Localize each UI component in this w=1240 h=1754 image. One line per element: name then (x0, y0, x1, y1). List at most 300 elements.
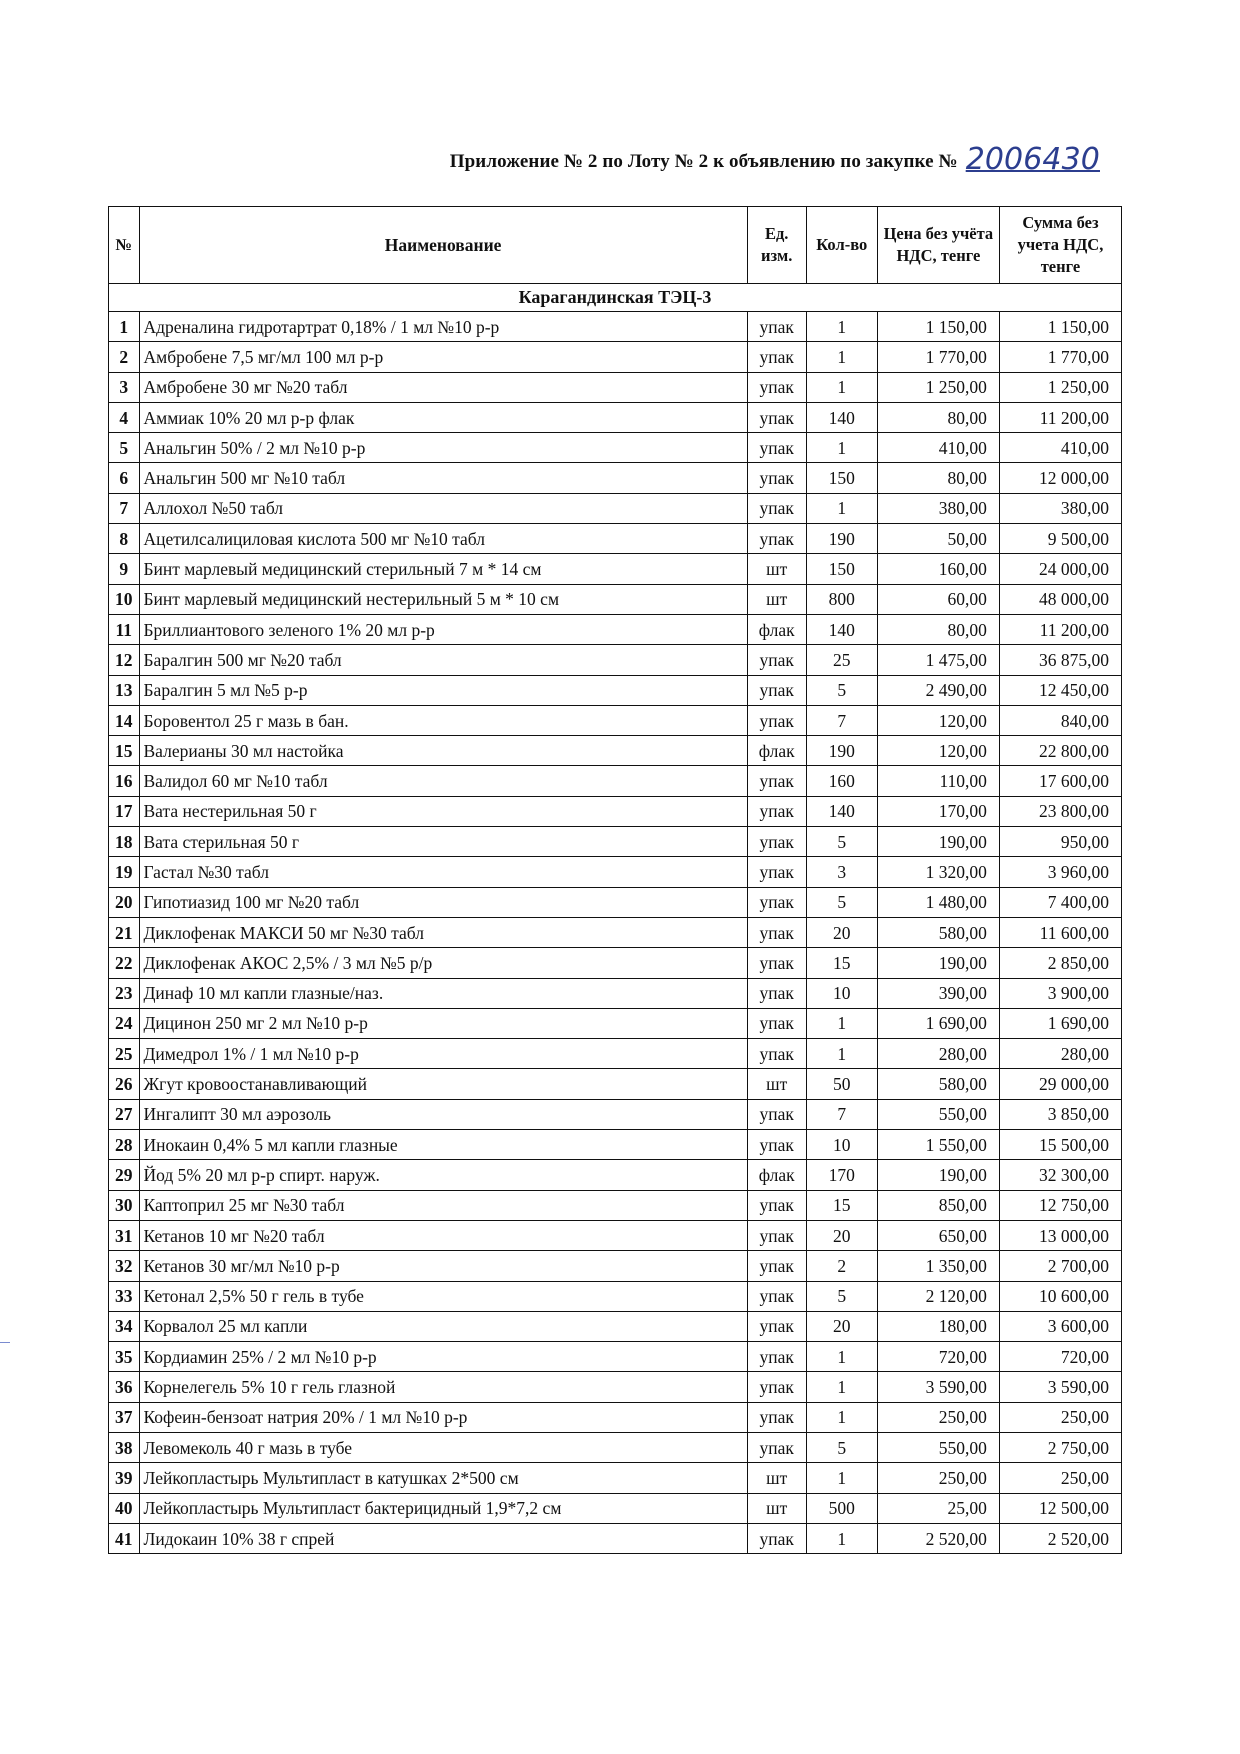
row-number: 17 (109, 796, 140, 826)
row-price: 2 490,00 (877, 675, 999, 705)
row-name: Амбробене 7,5 мг/мл 100 мл р-р (139, 342, 747, 372)
row-sum: 15 500,00 (999, 1130, 1121, 1160)
row-unit: флак (747, 614, 806, 644)
row-price: 650,00 (877, 1220, 999, 1250)
table-row (109, 1402, 1122, 1432)
row-name: Анальгин 50% / 2 мл №10 р-р (139, 433, 747, 463)
row-number: 16 (109, 766, 140, 796)
row-number: 15 (109, 736, 140, 766)
row-number: 1 (109, 312, 140, 342)
row-name: Гипотиазид 100 мг №20 табл (139, 887, 747, 917)
table-row (109, 1523, 1122, 1553)
row-unit: упак (747, 493, 806, 523)
table-row (109, 645, 1122, 675)
row-unit: флак (747, 736, 806, 766)
row-price: 180,00 (877, 1311, 999, 1341)
row-price: 25,00 (877, 1493, 999, 1523)
header-price: Цена без учёта НДС, тенге (877, 207, 999, 284)
row-name: Кетанов 30 мг/мл №10 р-р (139, 1251, 747, 1281)
row-number: 3 (109, 372, 140, 402)
row-price: 120,00 (877, 736, 999, 766)
row-price: 80,00 (877, 614, 999, 644)
row-price: 580,00 (877, 917, 999, 947)
table-row (109, 1220, 1122, 1250)
header-unit: Ед. изм. (747, 207, 806, 284)
row-sum: 280,00 (999, 1039, 1121, 1069)
row-price: 410,00 (877, 433, 999, 463)
row-qty: 190 (806, 524, 877, 554)
table-row (109, 614, 1122, 644)
row-qty: 140 (806, 796, 877, 826)
row-number: 40 (109, 1493, 140, 1523)
row-unit: упак (747, 1251, 806, 1281)
row-unit: упак (747, 917, 806, 947)
table-row (109, 1190, 1122, 1220)
row-sum: 12 000,00 (999, 463, 1121, 493)
row-unit: упак (747, 1220, 806, 1250)
row-unit: упак (747, 372, 806, 402)
row-number: 39 (109, 1463, 140, 1493)
row-sum: 17 600,00 (999, 766, 1121, 796)
row-sum: 11 200,00 (999, 614, 1121, 644)
table-row (109, 1493, 1122, 1523)
row-price: 550,00 (877, 1099, 999, 1129)
row-qty: 1 (806, 342, 877, 372)
table-row (109, 342, 1122, 372)
table-row (109, 372, 1122, 402)
row-name: Йод 5% 20 мл р-р спирт. наруж. (139, 1160, 747, 1190)
row-name: Адреналина гидротартрат 0,18% / 1 мл №10 р-р (139, 312, 747, 342)
row-sum: 22 800,00 (999, 736, 1121, 766)
row-qty: 5 (806, 1281, 877, 1311)
row-qty: 800 (806, 584, 877, 614)
row-number: 14 (109, 705, 140, 735)
row-price: 850,00 (877, 1190, 999, 1220)
row-price: 1 550,00 (877, 1130, 999, 1160)
row-unit: упак (747, 978, 806, 1008)
items-table (108, 206, 1122, 1554)
row-qty: 140 (806, 402, 877, 432)
row-price: 280,00 (877, 1039, 999, 1069)
row-number: 20 (109, 887, 140, 917)
row-unit: шт (747, 1069, 806, 1099)
row-number: 10 (109, 584, 140, 614)
row-number: 6 (109, 463, 140, 493)
table-row (109, 857, 1122, 887)
table-row (109, 736, 1122, 766)
row-qty: 20 (806, 917, 877, 947)
row-name: Аллохол №50 табл (139, 493, 747, 523)
row-qty: 170 (806, 1160, 877, 1190)
row-price: 190,00 (877, 948, 999, 978)
row-sum: 13 000,00 (999, 1220, 1121, 1250)
row-number: 33 (109, 1281, 140, 1311)
row-price: 720,00 (877, 1342, 999, 1372)
handwritten-lot-number: 2006430 (965, 142, 1100, 177)
row-qty: 5 (806, 887, 877, 917)
row-sum: 11 600,00 (999, 917, 1121, 947)
table-row (109, 584, 1122, 614)
row-name: Кофеин-бензоат натрия 20% / 1 мл №10 р-р (139, 1402, 747, 1432)
table-row (109, 524, 1122, 554)
row-qty: 1 (806, 1523, 877, 1553)
row-name: Диклофенак МАКСИ 50 мг №30 табл (139, 917, 747, 947)
row-sum: 24 000,00 (999, 554, 1121, 584)
margin-mark (0, 1342, 10, 1343)
row-unit: упак (747, 1008, 806, 1038)
row-sum: 2 750,00 (999, 1432, 1121, 1462)
row-qty: 50 (806, 1069, 877, 1099)
row-sum: 950,00 (999, 827, 1121, 857)
header-num: № (109, 207, 140, 284)
row-name: Валидол 60 мг №10 табл (139, 766, 747, 796)
table-row (109, 1008, 1122, 1038)
row-price: 550,00 (877, 1432, 999, 1462)
row-unit: шт (747, 554, 806, 584)
row-unit: упак (747, 1402, 806, 1432)
row-name: Ингалипт 30 мл аэрозоль (139, 1099, 747, 1129)
row-name: Лейкопластырь Мультипласт бактерицидный 1,9*7,2 см (139, 1493, 747, 1523)
row-price: 50,00 (877, 524, 999, 554)
row-qty: 1 (806, 1402, 877, 1432)
section-title: Карагандинская ТЭЦ-3 (109, 284, 1122, 312)
row-price: 3 590,00 (877, 1372, 999, 1402)
table-header-row (109, 207, 1122, 284)
table-row (109, 827, 1122, 857)
table-row (109, 1251, 1122, 1281)
row-number: 37 (109, 1402, 140, 1432)
row-number: 26 (109, 1069, 140, 1099)
row-qty: 5 (806, 827, 877, 857)
row-price: 1 480,00 (877, 887, 999, 917)
table-row (109, 705, 1122, 735)
row-sum: 23 800,00 (999, 796, 1121, 826)
row-number: 27 (109, 1099, 140, 1129)
row-qty: 10 (806, 978, 877, 1008)
row-number: 34 (109, 1311, 140, 1341)
table-row (109, 1311, 1122, 1341)
row-qty: 140 (806, 614, 877, 644)
row-unit: упак (747, 342, 806, 372)
row-price: 80,00 (877, 463, 999, 493)
row-name: Дицинон 250 мг 2 мл №10 р-р (139, 1008, 747, 1038)
row-unit: упак (747, 1099, 806, 1129)
row-sum: 12 500,00 (999, 1493, 1121, 1523)
row-qty: 150 (806, 554, 877, 584)
table-row (109, 948, 1122, 978)
row-number: 36 (109, 1372, 140, 1402)
row-sum: 1 690,00 (999, 1008, 1121, 1038)
row-price: 1 690,00 (877, 1008, 999, 1038)
row-sum: 32 300,00 (999, 1160, 1121, 1190)
row-sum: 1 150,00 (999, 312, 1121, 342)
row-number: 41 (109, 1523, 140, 1553)
row-number: 19 (109, 857, 140, 887)
table-row (109, 1372, 1122, 1402)
row-number: 5 (109, 433, 140, 463)
row-price: 380,00 (877, 493, 999, 523)
table-row (109, 1281, 1122, 1311)
row-sum: 2 850,00 (999, 948, 1121, 978)
row-sum: 1 250,00 (999, 372, 1121, 402)
row-price: 1 770,00 (877, 342, 999, 372)
table-row (109, 1069, 1122, 1099)
row-name: Анальгин 500 мг №10 табл (139, 463, 747, 493)
row-number: 28 (109, 1130, 140, 1160)
row-unit: упак (747, 1311, 806, 1341)
row-qty: 1 (806, 493, 877, 523)
row-sum: 29 000,00 (999, 1069, 1121, 1099)
row-name: Лидокаин 10% 38 г спрей (139, 1523, 747, 1553)
row-sum: 12 750,00 (999, 1190, 1121, 1220)
row-unit: упак (747, 1432, 806, 1462)
row-unit: шт (747, 1493, 806, 1523)
row-unit: флак (747, 1160, 806, 1190)
row-name: Бриллиантового зеленого 1% 20 мл р-р (139, 614, 747, 644)
row-number: 12 (109, 645, 140, 675)
row-name: Бинт марлевый медицинский нестерильный 5 м * 10 см (139, 584, 747, 614)
row-sum: 720,00 (999, 1342, 1121, 1372)
row-unit: упак (747, 1372, 806, 1402)
row-unit: упак (747, 1342, 806, 1372)
row-sum: 48 000,00 (999, 584, 1121, 614)
row-number: 7 (109, 493, 140, 523)
row-number: 24 (109, 1008, 140, 1038)
header-sum: Сумма без учета НДС, тенге (999, 207, 1121, 284)
row-sum: 12 450,00 (999, 675, 1121, 705)
table-row (109, 554, 1122, 584)
row-qty: 20 (806, 1220, 877, 1250)
row-price: 190,00 (877, 1160, 999, 1190)
row-unit: упак (747, 1281, 806, 1311)
section-row (109, 284, 1122, 312)
row-unit: упак (747, 1039, 806, 1069)
row-qty: 5 (806, 675, 877, 705)
table-row (109, 1039, 1122, 1069)
row-name: Валерианы 30 мл настойка (139, 736, 747, 766)
row-unit: упак (747, 796, 806, 826)
row-sum: 1 770,00 (999, 342, 1121, 372)
row-unit: упак (747, 705, 806, 735)
row-number: 31 (109, 1220, 140, 1250)
table-body (109, 284, 1122, 1554)
row-qty: 190 (806, 736, 877, 766)
row-unit: упак (747, 1130, 806, 1160)
row-price: 120,00 (877, 705, 999, 735)
row-price: 80,00 (877, 402, 999, 432)
row-name: Каптоприл 25 мг №30 табл (139, 1190, 747, 1220)
row-price: 60,00 (877, 584, 999, 614)
row-name: Амбробене 30 мг №20 табл (139, 372, 747, 402)
row-name: Динаф 10 мл капли глазные/наз. (139, 978, 747, 1008)
row-name: Гастал №30 табл (139, 857, 747, 887)
row-name: Вата нестерильная 50 г (139, 796, 747, 826)
row-name: Кордиамин 25% / 2 мл №10 р-р (139, 1342, 747, 1372)
row-qty: 1 (806, 433, 877, 463)
row-unit: упак (747, 645, 806, 675)
table-row (109, 1160, 1122, 1190)
row-qty: 25 (806, 645, 877, 675)
title-text: Приложение № 2 по Лоту № 2 к объявлению по закупке № (449, 151, 958, 172)
row-sum: 3 900,00 (999, 978, 1121, 1008)
row-qty: 15 (806, 948, 877, 978)
row-unit: упак (747, 463, 806, 493)
row-price: 110,00 (877, 766, 999, 796)
table-row (109, 1130, 1122, 1160)
row-unit: упак (747, 827, 806, 857)
row-name: Димедрол 1% / 1 мл №10 р-р (139, 1039, 747, 1069)
row-unit: упак (747, 433, 806, 463)
row-qty: 7 (806, 1099, 877, 1129)
row-number: 22 (109, 948, 140, 978)
row-name: Кетанов 10 мг №20 табл (139, 1220, 747, 1250)
row-number: 32 (109, 1251, 140, 1281)
row-unit: шт (747, 1463, 806, 1493)
row-name: Диклофенак АКОС 2,5% / 3 мл №5 р/р (139, 948, 747, 978)
row-name: Вата стерильная 50 г (139, 827, 747, 857)
row-qty: 15 (806, 1190, 877, 1220)
row-unit: упак (747, 1523, 806, 1553)
table-row (109, 978, 1122, 1008)
row-sum: 2 520,00 (999, 1523, 1121, 1553)
row-qty: 2 (806, 1251, 877, 1281)
row-name: Инокаин 0,4% 5 мл капли глазные (139, 1130, 747, 1160)
row-sum: 3 600,00 (999, 1311, 1121, 1341)
row-number: 29 (109, 1160, 140, 1190)
row-number: 21 (109, 917, 140, 947)
row-number: 8 (109, 524, 140, 554)
row-unit: упак (747, 1190, 806, 1220)
row-price: 170,00 (877, 796, 999, 826)
table-row (109, 917, 1122, 947)
row-price: 160,00 (877, 554, 999, 584)
table-row (109, 1432, 1122, 1462)
table-row (109, 463, 1122, 493)
row-number: 30 (109, 1190, 140, 1220)
row-price: 2 520,00 (877, 1523, 999, 1553)
row-number: 11 (109, 614, 140, 644)
row-unit: упак (747, 887, 806, 917)
row-unit: упак (747, 402, 806, 432)
table-row (109, 402, 1122, 432)
row-sum: 9 500,00 (999, 524, 1121, 554)
row-sum: 840,00 (999, 705, 1121, 735)
row-name: Корнелегель 5% 10 г гель глазной (139, 1372, 747, 1402)
row-name: Баралгин 500 мг №20 табл (139, 645, 747, 675)
row-unit: упак (747, 857, 806, 887)
row-price: 190,00 (877, 827, 999, 857)
row-number: 2 (109, 342, 140, 372)
row-number: 4 (109, 402, 140, 432)
row-sum: 36 875,00 (999, 645, 1121, 675)
row-number: 18 (109, 827, 140, 857)
row-name: Корвалол 25 мл капли (139, 1311, 747, 1341)
table-row (109, 887, 1122, 917)
row-name: Лейкопластырь Мультипласт в катушках 2*500 см (139, 1463, 747, 1493)
header-name: Наименование (139, 207, 747, 284)
row-qty: 1 (806, 1039, 877, 1069)
row-sum: 11 200,00 (999, 402, 1121, 432)
row-price: 390,00 (877, 978, 999, 1008)
row-price: 1 250,00 (877, 372, 999, 402)
row-qty: 500 (806, 1493, 877, 1523)
row-number: 38 (109, 1432, 140, 1462)
table-row (109, 796, 1122, 826)
table-row (109, 1342, 1122, 1372)
row-qty: 10 (806, 1130, 877, 1160)
row-number: 13 (109, 675, 140, 705)
row-name: Ацетилсалициловая кислота 500 мг №10 табл (139, 524, 747, 554)
row-name: Левомеколь 40 г мазь в тубе (139, 1432, 747, 1462)
table-row (109, 433, 1122, 463)
row-unit: упак (747, 524, 806, 554)
row-qty: 1 (806, 372, 877, 402)
table-row (109, 675, 1122, 705)
row-unit: шт (747, 584, 806, 614)
row-sum: 3 590,00 (999, 1372, 1121, 1402)
row-name: Кетонал 2,5% 50 г гель в тубе (139, 1281, 747, 1311)
row-price: 1 320,00 (877, 857, 999, 887)
row-qty: 150 (806, 463, 877, 493)
row-price: 580,00 (877, 1069, 999, 1099)
row-qty: 5 (806, 1432, 877, 1462)
row-sum: 410,00 (999, 433, 1121, 463)
row-sum: 3 960,00 (999, 857, 1121, 887)
table-row (109, 493, 1122, 523)
row-price: 1 475,00 (877, 645, 999, 675)
row-unit: упак (747, 675, 806, 705)
row-qty: 1 (806, 1463, 877, 1493)
row-sum: 380,00 (999, 493, 1121, 523)
row-price: 250,00 (877, 1463, 999, 1493)
row-number: 9 (109, 554, 140, 584)
row-name: Жгут кровоостанавливающий (139, 1069, 747, 1099)
row-qty: 160 (806, 766, 877, 796)
row-number: 23 (109, 978, 140, 1008)
page-title (0, 142, 1100, 177)
row-qty: 1 (806, 1372, 877, 1402)
row-qty: 20 (806, 1311, 877, 1341)
row-unit: упак (747, 948, 806, 978)
header-qty: Кол-во (806, 207, 877, 284)
row-price: 1 150,00 (877, 312, 999, 342)
row-sum: 250,00 (999, 1463, 1121, 1493)
row-qty: 3 (806, 857, 877, 887)
row-name: Бинт марлевый медицинский стерильный 7 м * 14 см (139, 554, 747, 584)
row-unit: упак (747, 312, 806, 342)
row-name: Аммиак 10% 20 мл р-р флак (139, 402, 747, 432)
row-price: 250,00 (877, 1402, 999, 1432)
row-qty: 7 (806, 705, 877, 735)
row-unit: упак (747, 766, 806, 796)
table-row (109, 312, 1122, 342)
row-price: 2 120,00 (877, 1281, 999, 1311)
row-sum: 7 400,00 (999, 887, 1121, 917)
row-sum: 250,00 (999, 1402, 1121, 1432)
row-number: 25 (109, 1039, 140, 1069)
row-qty: 1 (806, 1342, 877, 1372)
table-row (109, 766, 1122, 796)
row-sum: 10 600,00 (999, 1281, 1121, 1311)
table-row (109, 1099, 1122, 1129)
row-name: Баралгин 5 мл №5 р-р (139, 675, 747, 705)
row-name: Боровентол 25 г мазь в бан. (139, 705, 747, 735)
row-qty: 1 (806, 312, 877, 342)
row-qty: 1 (806, 1008, 877, 1038)
table-row (109, 1463, 1122, 1493)
row-sum: 2 700,00 (999, 1251, 1121, 1281)
row-price: 1 350,00 (877, 1251, 999, 1281)
